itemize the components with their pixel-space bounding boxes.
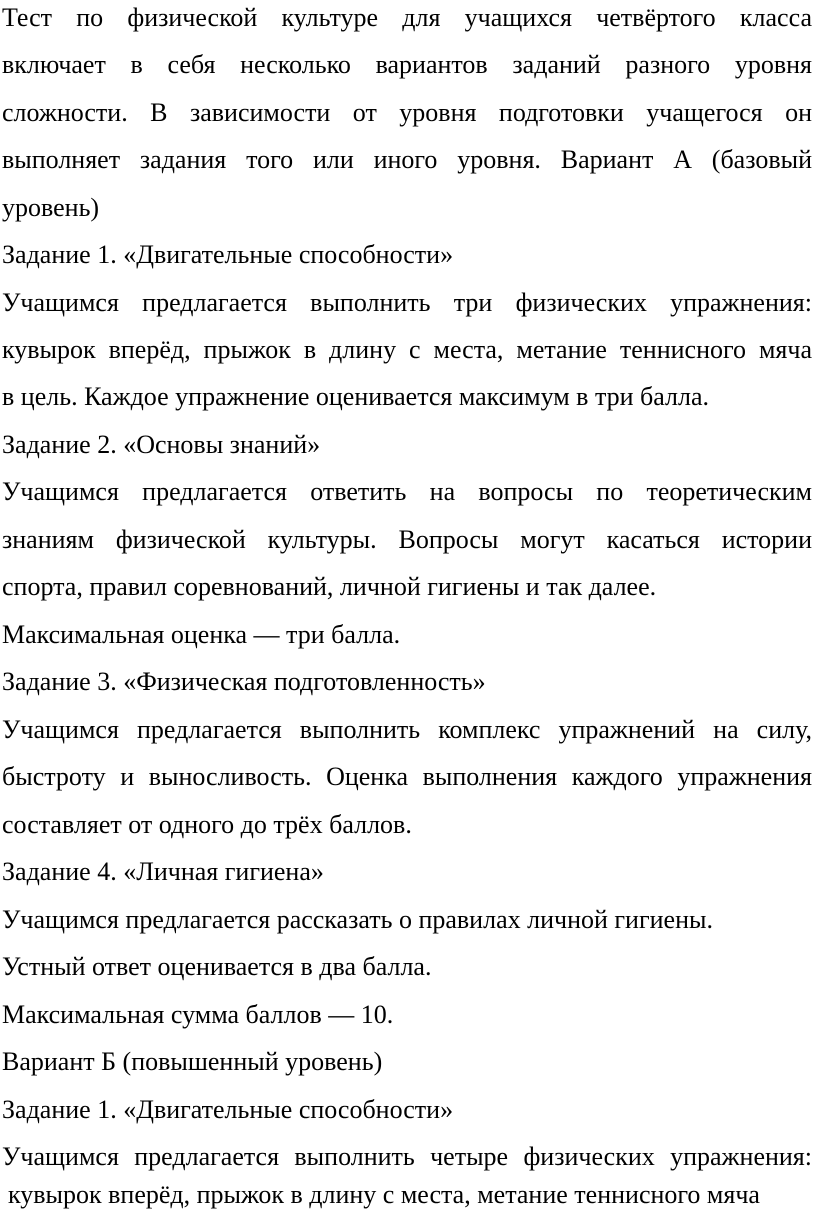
task-heading: Задание 1. «Двигательные способности» [2, 240, 454, 269]
task-heading: Задание 2. «Основы знаний» [2, 430, 321, 459]
text-line: Учащимся предлагается рассказать о правилах личной гигиены. [2, 905, 713, 934]
text-line: быстроту и выносливость. Оценка выполнения каждого упражнения [2, 762, 812, 791]
text-line: спорта, правил соревнований, личной гигиены и так далее. [2, 572, 657, 601]
text-line: Устный ответ оценивается в два балла. [2, 952, 432, 981]
text-line: Тест по физической культуре для учащихся четвёртого класса [2, 3, 812, 32]
text-line: знаниям физической культуры. Вопросы могут касаться истории [2, 525, 812, 554]
task-heading: Задание 3. «Физическая подготовленность» [2, 667, 486, 696]
text-line: Максимальная сумма баллов — 10. [2, 1000, 394, 1029]
text-line: составляет от одного до трёх баллов. [2, 810, 412, 839]
text-line: Максимальная оценка — три балла. [2, 620, 401, 649]
text-line: сложности. В зависимости от уровня подготовки учащегося он [2, 98, 812, 127]
text-line: Учащимся предлагается выполнить четыре физических упражнения: [2, 1142, 812, 1171]
text-line: включает в себя несколько вариантов заданий разного уровня [2, 50, 812, 79]
text-line: кувырок вперёд, прыжок в длину с места, метание теннисного мяча [8, 1180, 760, 1209]
task-heading: Задание 4. «Личная гигиена» [2, 857, 324, 886]
task-heading: Задание 1. «Двигательные способности» [2, 1095, 454, 1124]
text-line: Учащимся предлагается выполнить три физических упражнения: [2, 288, 812, 317]
text-line: Учащимся предлагается ответить на вопросы по теоретическим [2, 477, 812, 506]
text-line: Учащимся предлагается выполнить комплекс упражнений на силу, [2, 715, 812, 744]
text-line: кувырок вперёд, прыжок в длину с места, метание теннисного мяча [2, 335, 812, 364]
variant-heading: Вариант Б (повышенный уровень) [2, 1047, 383, 1076]
text-line: выполняет задания того или иного уровня. Вариант А (базовый [2, 145, 812, 174]
text-line: уровень) [2, 193, 100, 222]
text-line: в цель. Каждое упражнение оценивается максимум в три балла. [2, 382, 710, 411]
